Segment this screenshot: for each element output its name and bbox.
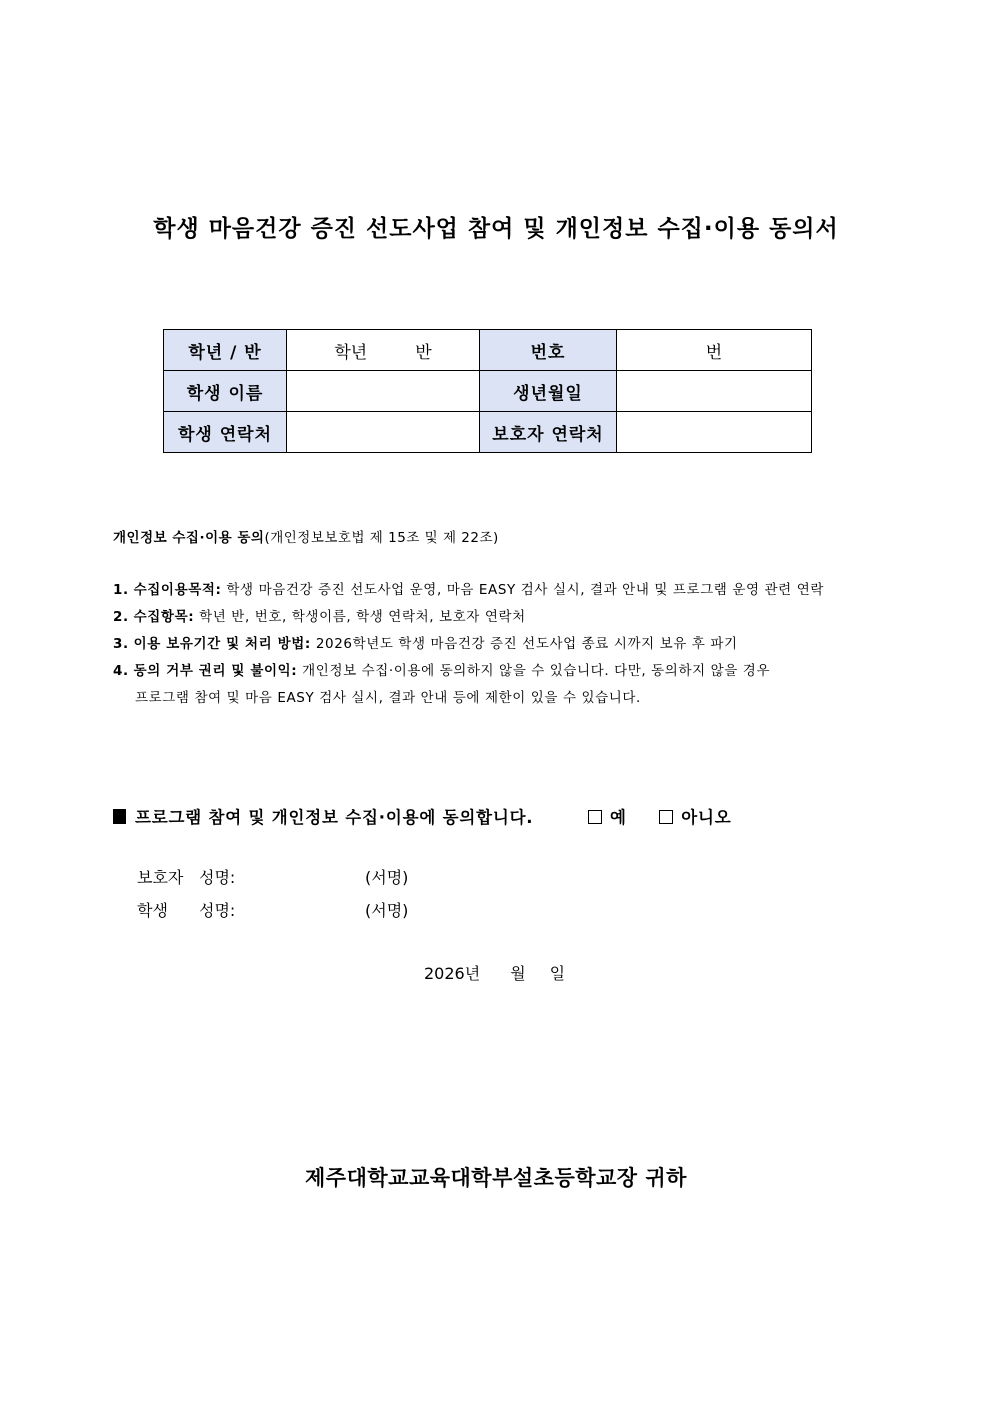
birthdate-label: 생년월일: [480, 371, 617, 412]
table-row: [164, 412, 812, 453]
addressee: 제주대학교교육대학부설초등학교장 귀하: [305, 1166, 687, 1190]
grade-unit: 학년: [334, 342, 368, 363]
agree-no-option[interactable]: 아니오: [659, 804, 731, 828]
black-square-bullet-icon: [113, 809, 126, 824]
student-contact-label: 학생 연락처: [164, 412, 287, 453]
class-unit: 반: [415, 342, 432, 363]
student-contact-field[interactable]: [287, 412, 480, 453]
document-title: 학생 마음건강 증진 선도사업 참여 및 개인정보 수집·이용 동의서: [153, 216, 839, 242]
student-name-label: 학생 이름: [164, 371, 287, 412]
list-item: 1. 수집이용목적: 학생 마음건강 증진 선도사업 운영, 마음 EASY 검사 실시, 결과 안내 및 프로그램 운영 관련 연락: [113, 582, 824, 598]
student-name-field[interactable]: [287, 371, 480, 412]
guardian-contact-label: 보호자 연락처: [480, 412, 617, 453]
list-item: 2. 수집항목: 학년 반, 번호, 학생이름, 학생 연락처, 보호자 연락처: [113, 609, 526, 625]
checkbox-icon[interactable]: [659, 810, 673, 824]
signature-placeholder: (서명): [365, 901, 409, 920]
grade-class-field[interactable]: [287, 330, 480, 371]
number-unit: 번: [705, 342, 723, 363]
student-info-table: [163, 329, 812, 453]
checkbox-icon[interactable]: [588, 810, 602, 824]
date-line: [424, 961, 565, 984]
grade-class-label: 학년 / 반: [164, 330, 287, 371]
student-signature-line[interactable]: 학생 성명: (서명): [137, 901, 409, 920]
list-item: 4. 동의 거부 권리 및 불이익: 개인정보 수집·이용에 동의하지 않을 수 있습니다. 다만, 동의하지 않을 경우: [113, 663, 771, 679]
birthdate-field[interactable]: [617, 371, 812, 412]
consent-section-heading: 개인정보 수집·이용 동의(개인정보보호법 제 15조 및 제 22조): [113, 530, 499, 546]
date-year: 2026년: [424, 964, 481, 983]
agreement-line: [113, 804, 731, 828]
list-item: 3. 이용 보유기간 및 처리 방법: 2026학년도 학생 마음건강 증진 선도사업 종료 시까지 보유 후 파기: [113, 636, 738, 652]
consent-items-list: [113, 580, 893, 715]
list-item-continuation: 프로그램 참여 및 마음 EASY 검사 실시, 결과 안내 등에 제한이 있을 수 있습니다.: [135, 690, 641, 706]
signature-placeholder: (서명): [365, 868, 409, 887]
agreement-statement: 프로그램 참여 및 개인정보 수집·이용에 동의합니다.: [135, 808, 534, 827]
guardian-signature-line[interactable]: 보호자 성명: (서명): [137, 868, 409, 887]
table-row: [164, 330, 812, 371]
date-day: 일: [549, 964, 566, 983]
number-field[interactable]: [617, 330, 812, 371]
guardian-contact-field[interactable]: [617, 412, 812, 453]
date-month: 월: [510, 964, 526, 983]
table-row: [164, 371, 812, 412]
number-label: 번호: [480, 330, 617, 371]
agree-yes-option[interactable]: 예: [588, 804, 627, 828]
